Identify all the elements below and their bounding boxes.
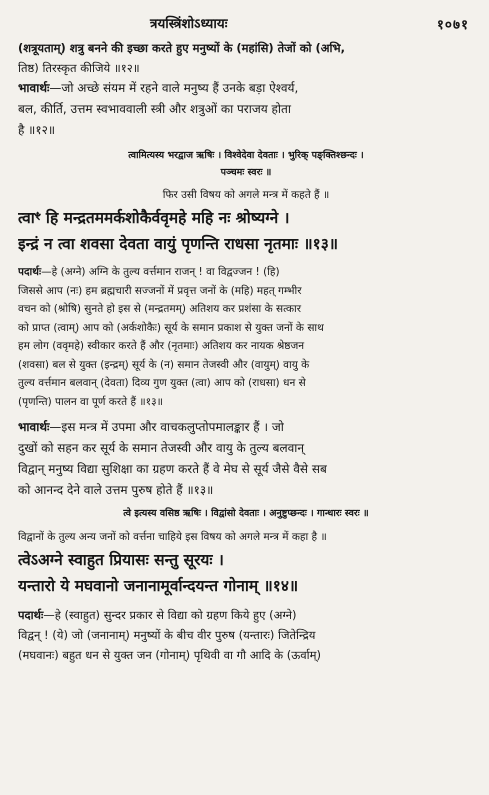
prev-bhavartha [18, 78, 474, 141]
text-line: —इस मन्त्र में उपमा और वाचकलुप्तोपमालङ्कार हैं । जो [49, 420, 284, 434]
text-line: —हे (स्वाहुत) सुन्दर प्रकार से विद्या को ग्रहण किये हुए (अग्ने) [43, 608, 297, 622]
text-line: विद्वन् ! (ये) जो (जनानाम्) मनुष्यों के बीच वीर पुरुष (यन्तारः) जितेन्द्रिय [18, 628, 316, 642]
text-line: जिससे आप (नः) हम ब्रह्मचारी सज्जनों में प्रवृत्त जनों के (महि) महत् गम्भीर [18, 284, 302, 297]
padartha-14 [18, 605, 474, 665]
text-line: (पृणन्ति) पालन वा पूर्ण करते हैं ॥१३॥ [18, 395, 163, 408]
mantra-line: त्वाꣳ हि मन्द्रतममर्कशोकैर्ववृमहे महि नः श्रोष्यग्ने । [18, 209, 290, 227]
text-line: (शवसा) बल से युक्त (इन्द्रम्) सूर्य के (न) समान तेजस्वी और (वायुम्) वायु के [18, 358, 310, 371]
text-line: दुखों को सहन कर सूर्य के समान तेजस्वी और वायु के तुल्य बलवान् [18, 441, 305, 455]
chapter-title: त्रयस्त्रिंशोऽध्यायः [150, 16, 228, 32]
mantra-14-meta: त्वे इत्यस्य वसिष्ठ ऋषिः । विद्वांसो देवताः । अनुष्टुप्छन्दः । गान्धारः स्वरः ॥ [123, 508, 369, 519]
padartha-heading: पदार्थः [18, 266, 42, 278]
mantra-13 [18, 205, 474, 257]
text-line: —जो अच्छे संयम में रहने वाले मनुष्य हैं उनके बड़ा ऐश्वर्य, [49, 81, 299, 95]
bhavartha-heading: भावार्थः [18, 81, 50, 95]
text-line: (शत्रूयताम्) शत्रु बनने की इच्छा करते हुए मनुष्यों के (महांसि) तेजों को (अभि, [18, 41, 345, 55]
text-line: को प्राप्त (त्वाम्) आप को (अर्कशोकैः) सूर्य के समान प्रकाश से युक्त जनों के साथ [18, 321, 324, 334]
mantra-line: त्वेऽअग्ने स्वाहुत प्रियासः सन्तु सूरयः । [18, 551, 224, 569]
text-line: (मघवानः) बहुत धन से युक्त जन (गोनाम्) पृथिवी वा गौ आदि के (ऊर्वाम्) [18, 648, 321, 662]
mantra-14-intro: विद्वानों के तुल्य अन्य जनों को वर्त्तना चाहिये इस विषय को अगले मन्त्र में कहा है ॥ [18, 531, 327, 543]
bhavartha-heading: भावार्थः [18, 420, 50, 434]
mantra-13-meta: त्वामित्यस्य भरद्वाज ऋषिः । विश्वेदेवा देवताः । भुरिक् पङ्क्तिश्छन्दः । [128, 150, 364, 161]
text-line: वचन को (श्रोषि) सुनते हो इस से (मन्द्रतमम्) अतिशय कर प्रशंसा के सत्कार [18, 303, 302, 315]
text-line: —हे (अग्ने) अग्नि के तुल्य वर्त्तमान राजन् ! वा विद्वज्जन ! (हि) [41, 266, 280, 278]
text-line: विद्वान् मनुष्य विद्या सुशिक्षा का ग्रहण करते हैं वे मेघ से सूर्य जैसे वैसे सब [18, 462, 327, 476]
mantra-13-svara: पञ्चमः स्वरः ॥ [220, 167, 272, 178]
page-content [18, 38, 474, 665]
padartha-heading: पदार्थः [18, 608, 44, 622]
page-number: १०७१ [436, 17, 469, 33]
mantra-13-intro: फिर उसी विषय को अगले मन्त्र में कहते हैं ॥ [162, 189, 330, 201]
page-header [0, 12, 489, 34]
mantra-line: इन्द्रं न त्वा शवसा देवता वायुं पृणन्ति राधसा नृतमाः ॥१३॥ [18, 235, 339, 253]
mantra-14 [18, 547, 474, 599]
text-line: तुल्य वर्त्तमान बलवान् (देवता) दिव्य गुण युक्त (त्वा) आप को (राधसा) धन से [18, 377, 306, 389]
prev-padartha [18, 38, 474, 78]
padartha-13 [18, 263, 474, 411]
text-line: है ॥१२॥ [18, 123, 56, 137]
bhavartha-13 [18, 417, 474, 501]
text-line: को आनन्द देने वाले उत्तम पुरुष होते हैं ॥१३॥ [18, 483, 214, 497]
text-line: हम लोग (ववृमहे) स्वीकार करते हैं और (नृतमाः) अतिशय कर नायक श्रेष्ठजन [18, 340, 305, 352]
text-line: बल, कीर्ति, उत्तम स्वभाववाली स्त्री और शत्रुओं का पराजय होता [18, 102, 291, 116]
mantra-line: यन्तारो ये मघवानो जनानामूर्वान्दयन्त गोनाम् ॥१४॥ [18, 577, 299, 595]
text-line: तिष्ठ) तिरस्कृत कीजिये ॥१२॥ [18, 61, 140, 75]
